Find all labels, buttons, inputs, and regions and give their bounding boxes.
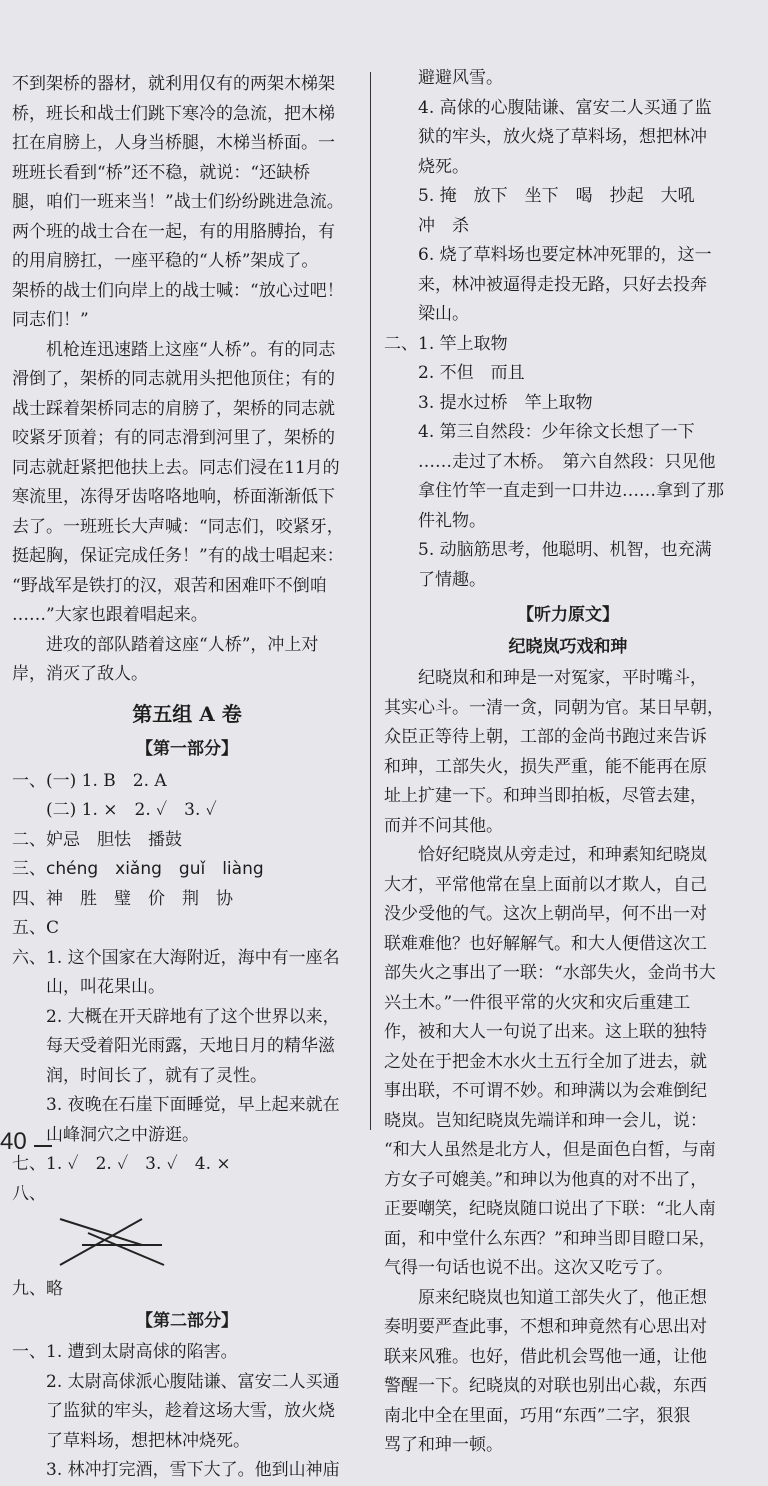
answer-q6-2b: 每天受着阳光雨露，天地日月的精华滋 [46, 1036, 335, 1056]
story-paragraph-2 [12, 336, 362, 631]
story-title: 纪晓岚巧戏和珅 [508, 636, 628, 657]
answer-r-4b: 狱的牢头，放火烧了草料场，想把林冲 [418, 127, 707, 147]
text-line: 面，和中堂什么东西？”和珅当即目瞪口呆， [384, 1228, 716, 1249]
text-line: 不到架桥的器材，就利用仅有的两架木梯架 [12, 74, 335, 94]
answer-r-4a: 4. 高俅的心腹陆谦、富安二人买通了监 [418, 97, 712, 118]
answer-q9: 九、略 [12, 1279, 63, 1299]
answer-r-24b: ……走过了木桥。 第六自然段：只见他 [418, 451, 716, 472]
text-line: 架桥的战士们向岸上的战士喊：“放心过吧！ [12, 280, 344, 301]
text-line: 奏明要严查此事，不想和珅竟然有心思出对 [384, 1317, 707, 1337]
left-column [12, 70, 362, 1486]
answer-q5: 五、C [12, 918, 60, 938]
text-line: 挺起胸，保证完成任务！”有的战士唱起来： [12, 546, 344, 566]
answer-q3-pinyin: 三、chéng xiǎng guǐ liàng [12, 859, 264, 879]
story-paragraph [384, 841, 752, 1284]
text-line: 同志们！” [12, 310, 89, 330]
text-line: 同志就赶紧把他扶上去。同志们浸在11月的 [12, 457, 340, 478]
answer-r-21: 二、1. 竿上取物 [384, 333, 508, 354]
answer-r-top: 避避风雪。 [418, 68, 503, 88]
text-line: 其实心斗。一清一贪，同朝为官。某日早朝， [384, 697, 724, 718]
story-paragraph [384, 1284, 752, 1461]
answer-p2-q1-3a: 3. 林冲打完酒，雪下大了。他到山神庙 [46, 1460, 340, 1480]
answer-q2: 二、妒忌 胆怯 播鼓 [12, 829, 182, 850]
answer-q6-2a: 2. 大概在开天辟地有了这个世界以来， [46, 1006, 340, 1027]
page-number-dash [34, 1145, 52, 1147]
text-line: 原来纪晓岚也知道工部失火了，他正想 [418, 1287, 707, 1308]
text-line: 大才，平常他常在皇上面前以才欺人，自己 [384, 874, 707, 895]
text-line: 机枪连迅速踏上这座“人桥”。有的同志 [46, 339, 336, 360]
answer-r-24a: 4. 第三自然段：少年徐文长想了一下 [418, 422, 695, 442]
text-line: 址上扩建一下。和珅当即拍板，尽管去建， [384, 786, 707, 806]
text-line: 战士踩着架桥同志的肩膀了，架桥的同志就 [12, 398, 335, 419]
text-line: 没少受他的气。这次上朝尚早，何不出一对 [384, 904, 707, 924]
text-line: 咬紧牙顶着；有的同志滑到河里了，架桥的 [12, 428, 335, 448]
text-line: 扛在肩膀上，人身当桥腿，木梯当桥面。一 [12, 133, 335, 153]
answer-r-6a: 6. 烧了草料场也要定林冲死罪的，这一 [418, 245, 712, 265]
matching-lines-figure [12, 1209, 362, 1269]
text-line: 事出联，不可谓不妙。和珅满以为会难倒纪 [384, 1081, 707, 1101]
text-line: “野战军是铁打的汉，艰苦和困难吓不倒咱 [12, 575, 327, 596]
answer-q6-1b: 山，叫花果山。 [46, 977, 165, 997]
answer-r-6b: 来，林冲被逼得走投无路，只好去投奔 [418, 274, 707, 295]
section-title: 第五组 A 卷 [132, 701, 242, 726]
text-line: 的用肩膀扛，一座平稳的“人桥”架成了。 [12, 251, 319, 271]
text-line: 寒流里，冻得牙齿咯咯地响，桥面渐渐低下 [12, 487, 335, 507]
text-line: 部失火之事出了一联：“水部失火，金尚书大 [384, 963, 716, 983]
answer-q6-3a: 3. 夜晚在石崖下面睡觉，早上起来就在 [46, 1095, 340, 1115]
text-line: 而并不问其他。 [384, 815, 503, 836]
text-line: 和珅，工部失火，损失严重，能不能再在原 [384, 756, 707, 777]
answer-q6-1a: 六、1. 这个国家在大海附近，海中有一座名 [12, 947, 340, 968]
text-line: 晓岚。岂知纪晓岚先端详和珅一会儿，说： [384, 1110, 707, 1131]
text-line: 之处在于把金木水火土五行全加了进去，就 [384, 1051, 707, 1072]
answer-q8: 八、 [12, 1183, 46, 1204]
answer-r-5a: 5. 掩 放下 坐下 喝 抄起 大吼 [418, 186, 695, 206]
text-line: 方女子可媲美。”和珅以为他真的对不出了， [384, 1169, 708, 1190]
part2-title: 【第二部分】 [136, 1310, 238, 1331]
matching-lines-svg [12, 1209, 172, 1269]
right-column [384, 68, 752, 1461]
text-line: 作，被和大人一句说了出来。这上联的独特 [384, 1022, 707, 1042]
text-line: 腿，咱们一班来当！”战士们纷纷跳进急流。 [12, 192, 344, 212]
text-line: 联难难他？也好解解气。和大人便借这次工 [384, 933, 707, 954]
text-line: 桥，班长和战士们跳下寒冷的急流，把木梯 [12, 103, 335, 124]
answer-r-22: 2. 不但 而且 [418, 363, 525, 383]
story-paragraph-3 [12, 631, 362, 690]
text-line: 兴土木。”一件很平常的火灾和灾后重建工 [384, 992, 691, 1013]
answer-p2-q1-1: 一、1. 遭到太尉高俅的陷害。 [12, 1342, 238, 1362]
answer-r-5b: 冲 杀 [418, 215, 469, 236]
text-line: 滑倒了，架桥的同志就用头把他顶住；有的 [12, 369, 335, 389]
story-paragraph [384, 664, 752, 841]
answer-r-4c: 烧死。 [418, 156, 469, 177]
part1-title: 【第一部分】 [136, 739, 238, 759]
answer-q1b: (二) 1. × 2. ✓ 3. ✓ [46, 800, 217, 820]
text-line: 班班长看到“桥”还不稳，就说：“还缺桥 [12, 162, 311, 183]
answer-q6-2c: 润，时间长了，就有了灵性。 [46, 1065, 267, 1086]
text-line: 恰好纪晓岚从旁走过，和珅素知纪晓岚 [418, 845, 707, 865]
text-line: 正要嘲笑，纪晓岚随口说出了下联：“北人南 [384, 1199, 716, 1219]
answer-r-25b: 了情趣。 [418, 569, 486, 590]
answer-q6-3b: 山峰洞穴之中游逛。 [46, 1124, 199, 1145]
answer-q4: 四、神 胜 璧 价 荆 协 [12, 888, 233, 909]
text-line: 岸，消灭了敌人。 [12, 664, 148, 684]
text-line: 纪晓岚和和珅是一对冤家，平时嘴斗， [418, 668, 707, 688]
text-line: 去了。一班班长大声喊：“同志们，咬紧牙， [12, 516, 344, 537]
page-number: 40 [0, 1128, 27, 1155]
column-divider [370, 72, 371, 1130]
answer-r-6c: 梁山。 [418, 304, 469, 324]
text-line: ……”大家也跟着唱起来。 [12, 605, 208, 625]
answer-r-24c: 拿住竹竿一直走到一口井边……拿到了那 [418, 481, 724, 501]
answer-p2-q1-2c: 了草料场，想把林冲烧死。 [46, 1430, 250, 1451]
listening-title: 【听力原文】 [517, 605, 619, 625]
text-line: 众臣正等待上朝，工部的金尚书跑过来告诉 [384, 727, 707, 747]
text-line: 警醒一下。纪晓岚的对联也别出心裁，东西 [384, 1376, 707, 1396]
answer-r-25a: 5. 动脑筋思考，他聪明、机智，也充满 [418, 540, 712, 560]
text-line: 骂了和珅一顿。 [384, 1435, 503, 1455]
answer-r-23: 3. 提水过桥 竿上取物 [418, 392, 593, 413]
answer-q7: 七、1. ✓ 2. ✓ 3. ✓ 4. × [12, 1154, 231, 1174]
answer-p2-q1-2b: 了监狱的牢头，趁着这场大雪，放火烧 [46, 1401, 335, 1421]
story-paragraph-1 [12, 70, 362, 336]
text-line: 气得一句话也说不出。这次又吃亏了。 [384, 1258, 673, 1278]
answer-q1a: 一、(一) 1. B 2. A [12, 770, 167, 791]
text-line: 联来风雅。也好，借此机会骂他一通，让他 [384, 1346, 707, 1367]
text-line: “和大人虽然是北方人，但是面色白皙，与南 [384, 1140, 716, 1160]
text-line: 南北中全在里面，巧用“东西”二字，狠狠 [384, 1405, 691, 1426]
answer-p2-q1-2a: 2. 太尉高俅派心腹陆谦、富安二人买通 [46, 1371, 340, 1392]
answer-r-24d: 件礼物。 [418, 510, 486, 531]
text-line: 两个班的战士合在一起，有的用胳膊抬，有 [12, 221, 335, 242]
text-line: 进攻的部队踏着这座“人桥”，冲上对 [46, 634, 319, 655]
